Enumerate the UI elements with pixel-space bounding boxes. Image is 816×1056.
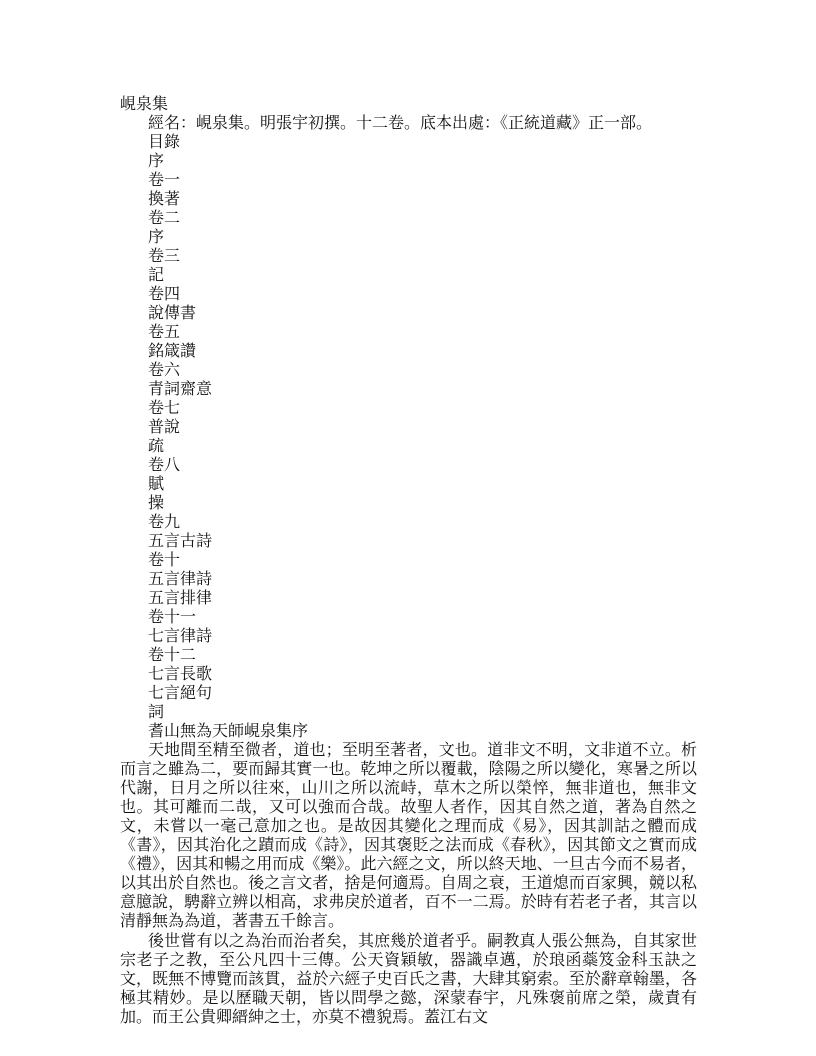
toc-item: 操 [148,493,165,512]
toc-item: 五言律詩 [148,569,213,588]
toc-item: 銘箴讚 [148,341,197,360]
toc-item: 記 [148,265,165,284]
toc-item: 七言長歌 [148,664,213,683]
toc-item: 卷四 [148,284,181,303]
toc-item: 五言排律 [148,588,213,607]
toc-item: 換著 [148,189,181,208]
toc-item: 卷八 [148,455,181,474]
toc-item: 卷二 [148,208,181,227]
toc-item: 普說 [148,417,181,436]
toc-item: 卷五 [148,322,181,341]
toc-item: 卷十一 [148,607,197,626]
toc-item: 卷十二 [148,645,197,664]
toc-item: 卷十 [148,550,181,569]
meta-line: 經名：峴泉集。明張宇初撰。十二卷。底本出處：《正統道藏》正一部。 [148,113,653,132]
toc-item: 詞 [148,702,165,721]
toc-item: 賦 [148,474,165,493]
toc-item: 卷三 [148,246,181,265]
toc-item: 青詞齋意 [148,379,213,398]
paragraph: 天地間至精至微者，道也；至明至著者，文也。道非文不明，文非道不立。析而言之雖為二，要而歸其實一也。乾坤之所以覆載，陰陽之所以變化，寒暑之所以代謝，日月之所以往來，山川之所以流峙，草木之所以榮悴，無非道也，無非文也。其可離而二哉，又可以強而合哉。故聖人者作，因其自然之道，著為自然之文，未嘗以一毫己意加之也。是故因其變化之理而成《易》，因其訓詁之體而成《書》，因其治化之蹟而成《詩》，因其褒貶之法而成《春秋》，因其節文之實而成《禮》，因其和暢之用而成《樂》。此六經之文，所以終天地、一旦古今而不易者，以其出於自然也。後之言文者，捨是何適焉。自周之衰，王道熄而百家興，競以私意臆說，騁辭立辨以相高，求弗戾於道者，百不一二焉。於時有若老子者，其言以清靜無為為道，著書五千餘言。 [120,740,697,930]
table-of-contents [120,132,697,721]
toc-item: 卷九 [148,512,181,531]
toc-item: 卷七 [148,398,181,417]
document-page [120,94,697,1026]
document-title: 峴泉集 [120,94,169,113]
toc-item: 五言古詩 [148,531,213,550]
paragraph: 後世嘗有以之為治而治者矣，其庶幾於道者乎。嗣教真人張公無為，自其家世宗老子之教，至公凡四十三傳。公天資穎敏，器識卓邁，於琅函蘂笈金科玉訣之文，既無不博覽而該貫，益於六經子史百氏之書，大肆其窮索。至於辭章翰墨，各極其精妙。是以歷職天朝，皆以問學之懿，深蒙春宇，凡殊褒前席之榮，歲責有加。而王公貴卿縉紳之士，亦莫不禮貌焉。蓋江右文 [120,931,697,1026]
toc-item: 序 [148,151,165,170]
preface-title: 耆山無為天師峴泉集序 [148,721,309,740]
toc-item: 說傳書 [148,303,197,322]
toc-item: 七言律詩 [148,626,213,645]
toc-item: 七言絕句 [148,683,213,702]
toc-item: 卷六 [148,360,181,379]
toc-item: 序 [148,227,165,246]
toc-item: 疏 [148,436,165,455]
toc-item: 卷一 [148,170,181,189]
toc-item: 目錄 [148,132,181,151]
